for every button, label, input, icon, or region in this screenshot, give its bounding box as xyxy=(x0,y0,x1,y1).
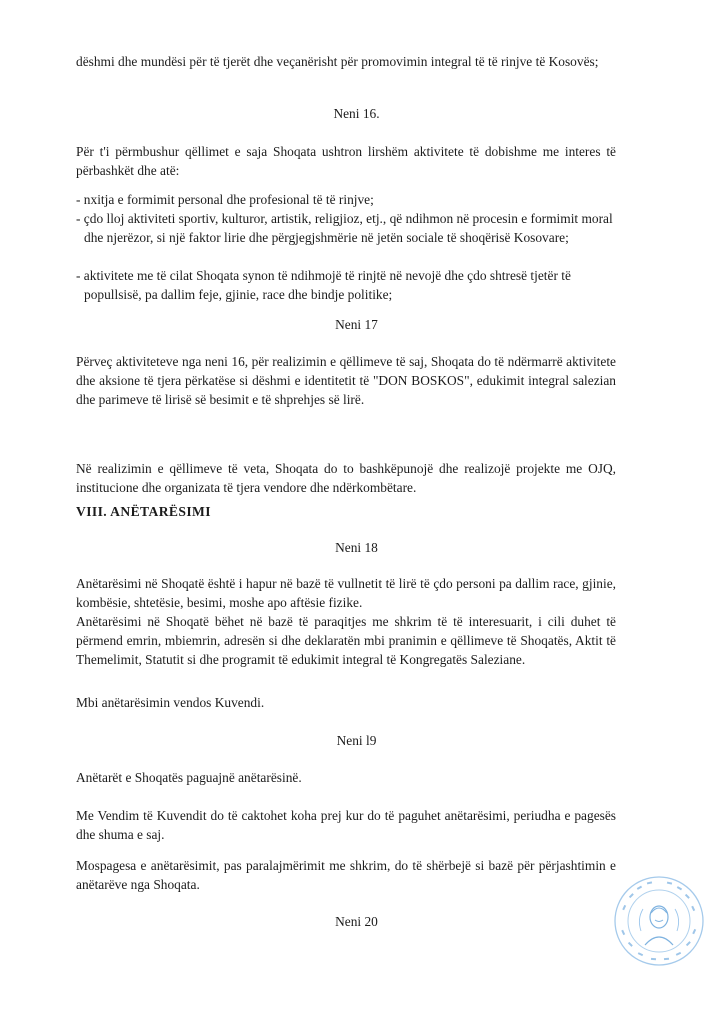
section-heading: VIII. ANËTARËSIMI xyxy=(76,504,211,519)
article-16-item-3: - aktivitete me të cilat Shoqata synon të ndihmojë të rinjtë në nevojë dhe çdo shtresë tjetër të popullsisë, pa dallim feje, gjinie, race dhe bindje politike; xyxy=(76,268,571,302)
article-16-item-1: - nxitja e formimit personal dhe profesional të të rinjve; xyxy=(76,192,374,207)
article-18-paragraph-3: Mbi anëtarësimin vendos Kuvendi. xyxy=(76,695,265,710)
article-18-paragraph-1: Anëtarësimi në Shoqatë është i hapur në bazë të vullnetit të lirë të çdo personi pa dallim race, gjinie, kombësie, shtetësie, besimi, moshe apo aftësie fizike. xyxy=(76,576,616,610)
article-16-item-2: - çdo lloj aktiviteti sportiv, kulturor, artistik, religjioz, etj., që ndihmon në procesin e formimit moral dhe njerëzor, si një faktor lirie dhe përgjegjshmërie në jetën sociale të shoqërisë Kosovare; xyxy=(76,211,613,245)
article-19-paragraph-1: Anëtarët e Shoqatës paguajnë anëtarësinë. xyxy=(76,770,302,785)
article-19-paragraph-2: Me Vendim të Kuvendit do të caktohet koha prej kur do të paguhet anëtarësimi, periudha e pagesës dhe shuma e saj. xyxy=(76,808,616,842)
article-16-title: Neni 16. xyxy=(333,106,380,121)
article-19-title: Neni l9 xyxy=(336,733,377,748)
article-17-paragraph-1: Përveç aktiviteteve nga neni 16, për realizimin e qëllimeve të saj, Shoqata do të ndërmarrë aktivitete dhe aksione të tjera përkatëse si dëshmi e identitetit të "DON BOSKOS", edukimit integral salezian dhe parimeve të lirisë së besimit e të shprehjes së lirë. xyxy=(76,354,616,407)
seal-stamp-icon xyxy=(611,873,707,969)
article-17-title: Neni 17 xyxy=(335,317,378,332)
article-18-paragraph-2: Anëtarësimi në Shoqatë bëhet në bazë të paraqitjes me shkrim të të interesuarit, i cili duhet të përmend emrin, mbiemrin, adresën si dhe deklaratën mbi pranimin e qëllimeve të Shoqatës, Aktit të Themelimit, Statutit si dhe programit të edukimit integral të Kongregatës Saleziane. xyxy=(76,614,616,667)
article-16-intro: Për t'i përmbushur qëllimet e saja Shoqata ushtron lirshëm aktivitete të dobishme me interes të përbashkët dhe atë: xyxy=(76,144,616,178)
intro-text: dëshmi dhe mundësi për të tjerët dhe veçanërisht për promovimin integral të të rinjve të Kosovës; xyxy=(76,54,599,69)
article-17-paragraph-2: Në realizimin e qëllimeve të veta, Shoqata do to bashkëpunojë dhe realizojë projekte me OJQ, institucione dhe organizata të tjera vendore dhe ndërkombëtare. xyxy=(76,461,616,495)
article-18-title: Neni 18 xyxy=(335,540,378,555)
article-19-paragraph-3: Mospagesa e anëtarësimit, pas paralajmërimit me shkrim, do të shërbejë si bazë për përjashtimin e anëtarëve nga Shoqata. xyxy=(76,858,616,892)
article-20-title: Neni 20 xyxy=(335,914,378,929)
